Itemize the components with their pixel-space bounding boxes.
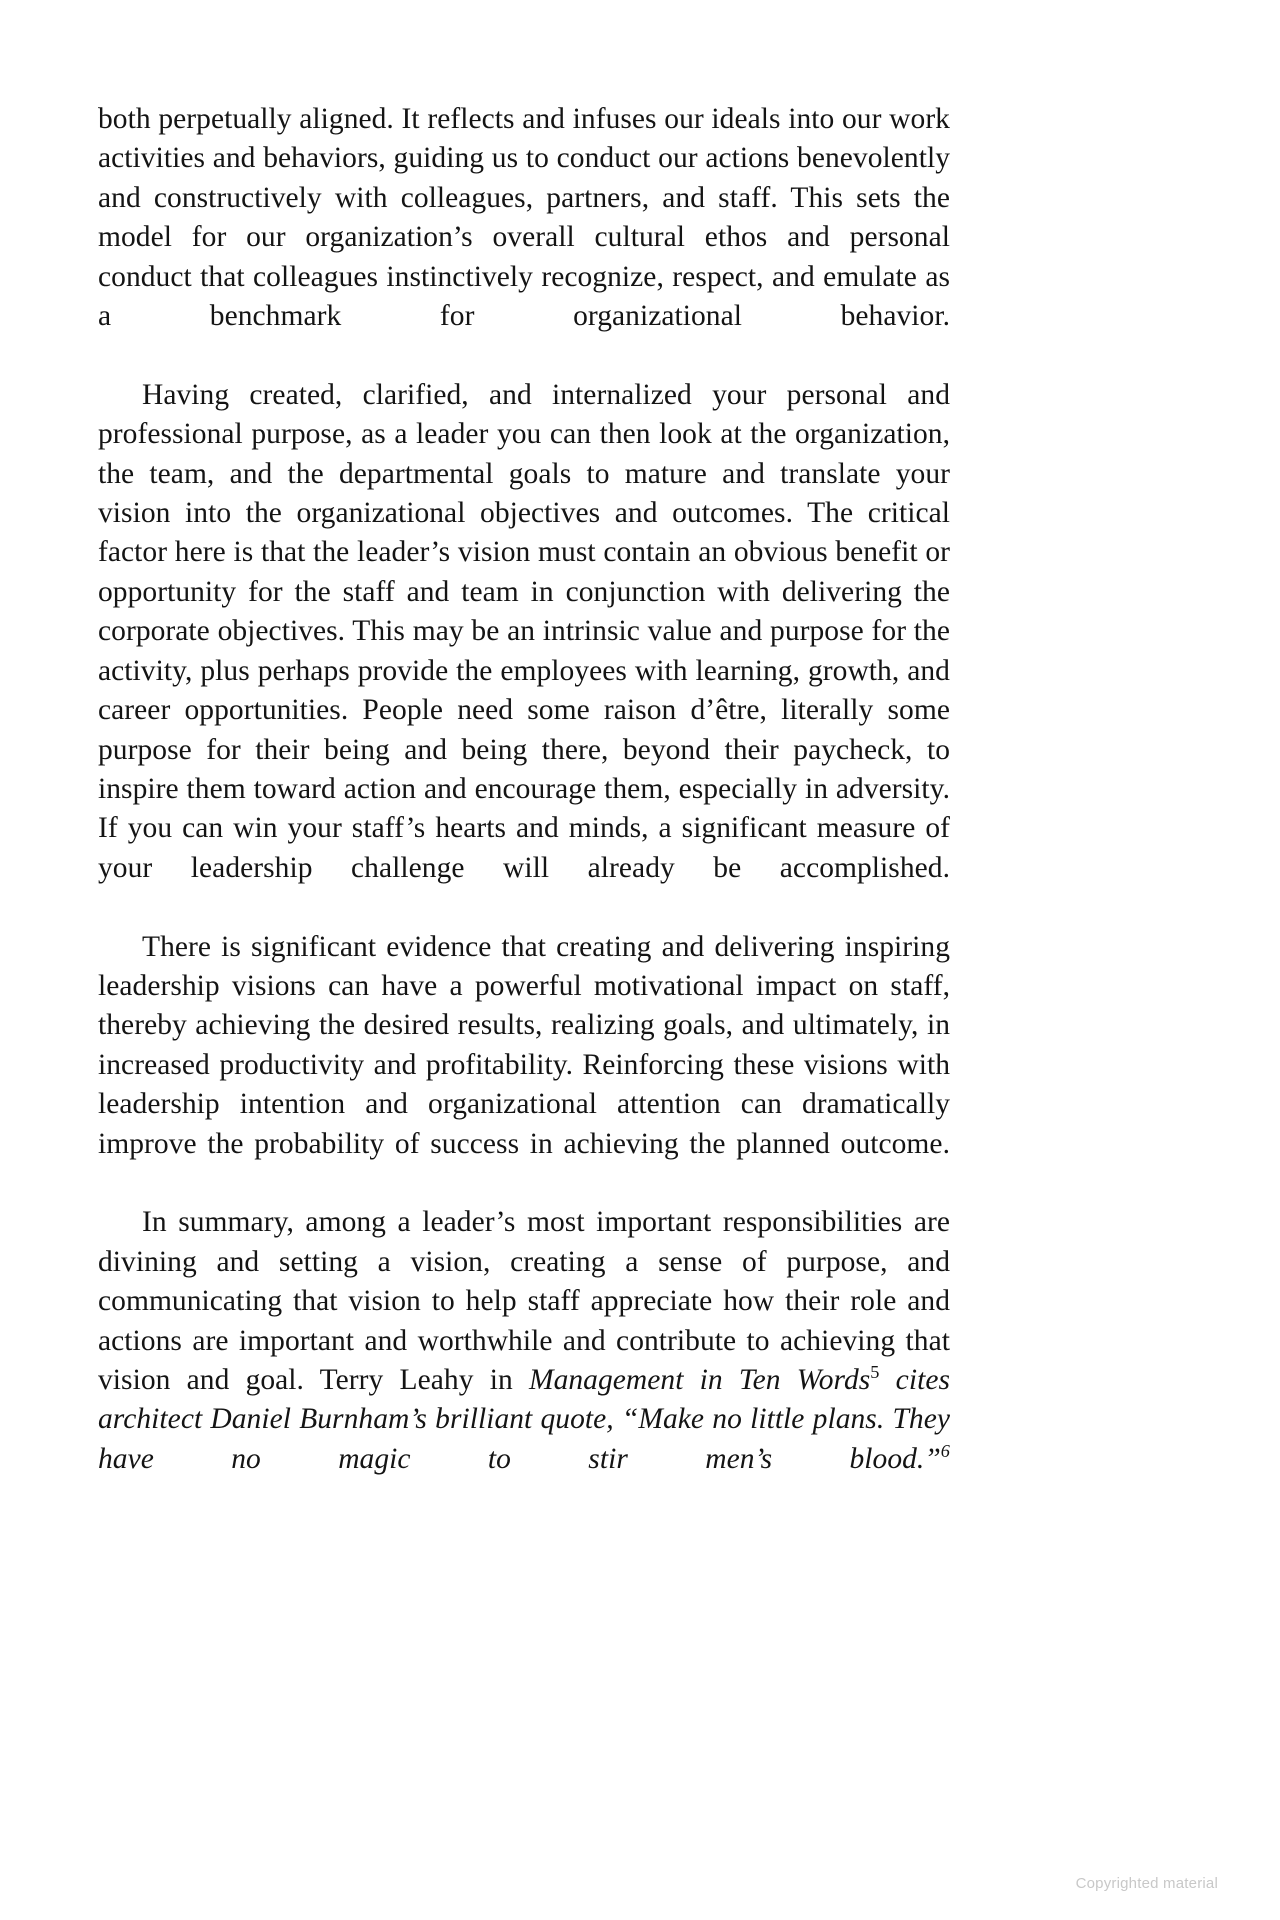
- paragraph-continued: both perpetually aligned. It reflects and infuses our ideals into our work activities and behaviors, guiding us to conduct our actions benevolently and constructively with colleagues, partners, and staff. This sets the model for our organization’s overall cultural ethos and personal conduct that colleagues instinctively recognize, respect, and emulate as a benchmark for organizational behavior.: [98, 103, 950, 333]
- book-title-citation: Management in Ten Words: [528, 1364, 871, 1396]
- paragraph-having-created: Having created, clarified, and internalized your personal and professional purpose, as a leader you can then look at the organization, the team, and the departmental goals to mature and translate your vision into the organizational objectives and outcomes. The critical factor here is that the leader’s vision must contain an obvious benefit or opportunity for the staff and team in conjunction with delivering the corporate objectives. This may be an intrinsic value and purpose for the activity, plus perhaps provide the employees with learning, growth, and career opportunities. People need some raison d’être, literally some purpose for their being and being there, beyond their paycheck, to inspire them toward action and encourage them, especially in adversity. If you can win your staff’s hearts and minds, a significant measure of your leadership challenge will already be accomplished.: [98, 378, 950, 884]
- body-text-column: [98, 100, 950, 1519]
- copyright-notice: Copyrighted material: [1075, 1875, 1218, 1892]
- paragraph-significant-evidence: There is significant evidence that creating and delivering inspiring leadership visions can have a powerful motivational impact on staff, thereby achieving the desired results, realizing goals, and ultimately, in increased productivity and profitability. Reinforcing these visions with leadership intention and organizational attention can dramatically improve the probability of success in achieving the planned outcome.: [98, 930, 950, 1160]
- paragraph-in-summary: [98, 1203, 950, 1518]
- burnham-quote: architect Daniel Burnham’s brilliant quote, “Make no little plans. They have no magic to stir men’s blood.”: [98, 1403, 950, 1475]
- summary-lead-text: In summary, among a leader’s most important responsibilities are divining and setting a vision, creating a sense of purpose, and communicating that vision to help staff appreciate how their role and actions are important and worthwhile and contribute to achieving that vision and goal. Terry Leahy in: [98, 1206, 950, 1396]
- footnote-marker-5: 5: [870, 1362, 880, 1383]
- footnote-marker-6: 6: [940, 1440, 950, 1461]
- summary-mid-text: cites: [879, 1364, 950, 1396]
